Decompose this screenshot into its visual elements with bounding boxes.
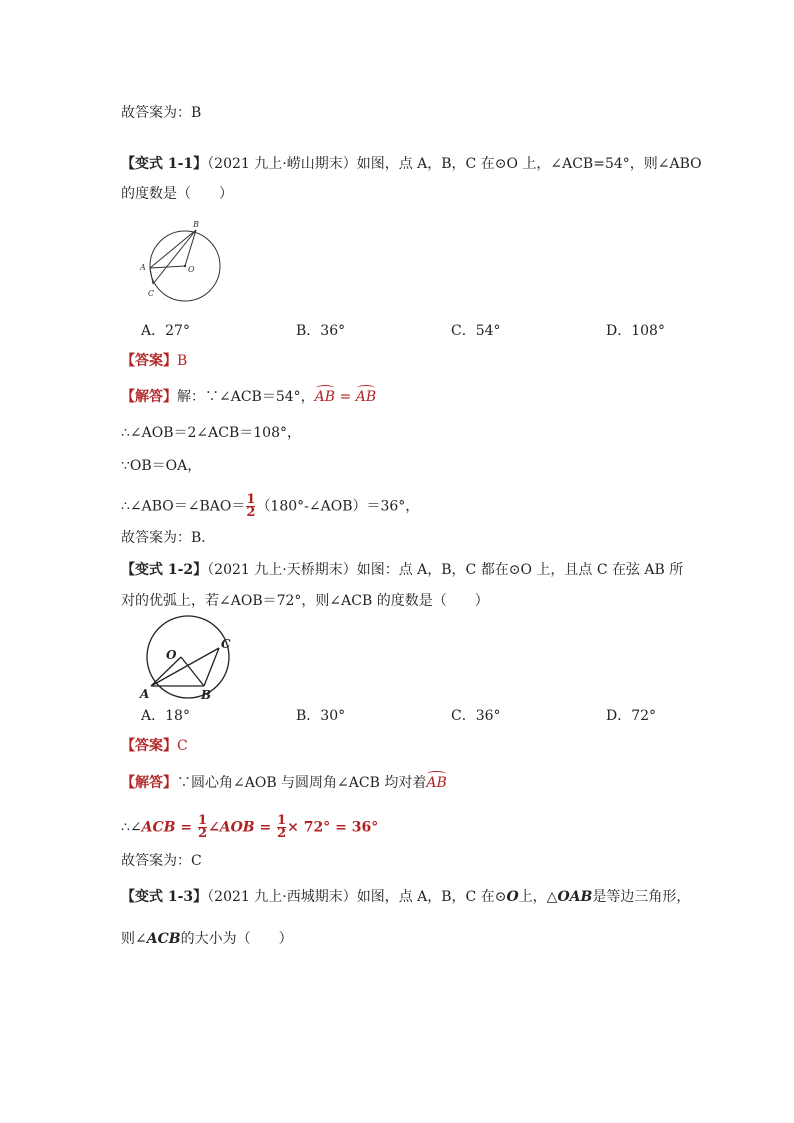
v2-option-b: B．30° [296,708,346,724]
v2-label-b: B [201,688,212,702]
v1-solution-line1: 【解答】解：∵∠ACB＝54°，AB = AB [121,389,377,405]
v3-source: （2021 九上·西城期末） [207,889,357,905]
v1-conclusion: 故答案为：B． [121,530,216,546]
v1-label-a: A [140,263,146,272]
v2-question-line1 [121,561,683,579]
v1-label-b: B [193,220,199,229]
v1-question-text: 如图，点 A，B，C 在⊙O 上，∠ACB=54°，则∠ABO [356,156,702,172]
v2-circle-figure [133,612,243,704]
v1-chord-ca [150,268,153,284]
v1-solution-line3: ∵OB＝OA， [121,458,202,474]
v1-question-line2: 的度数是（ ） [121,186,233,202]
v1-option-b: B．36° [296,323,346,339]
v2-question-line2: 对的优弧上，若∠AOB＝72°，则∠ACB 的度数是（ ） [121,593,489,609]
v2-chord-bc [204,648,219,686]
v1-option-c: C．54° [451,323,501,339]
v2-option-d: D．72° [606,708,657,724]
v1-option-d: D．108° [606,323,665,339]
v1-option-a: A．27° [141,323,190,339]
v2-chord-ac [151,648,219,686]
v1-circle-figure [135,218,230,304]
v1-chord-ab [150,230,196,268]
v2-conclusion: 故答案为：C [121,853,202,869]
v3-question-line1: 【变式 1-3】（2021 九上·西城期末）如图，点 A，B，C 在⊙O上，△OAB是等边三角形， [121,889,691,905]
v2-solution-line1: 【解答】∵圆心角∠AOB 与圆周角∠ACB 均对着AB [121,775,447,791]
v1-radius-ob [185,230,196,266]
v2-fraction-half-1: $\frac{1}{2}$ [197,813,208,841]
v2-label-c: C [221,637,231,651]
v1-answer-tag: 【答案】 [121,353,177,369]
v1-label-o: O [188,265,195,274]
v1-fraction-half: $\frac{1}{2}$ [246,492,256,520]
v2-source: （2021 九上·天桥期末） [207,562,357,578]
v2-tag: 【变式 1-2】 [121,562,208,578]
v2-answer-tag: 【答案】 [121,738,177,754]
v1-source: （2021 九上·崂山期末） [207,156,357,172]
v1-label-c: C [148,289,155,298]
v2-option-c: C．36° [451,708,501,724]
top-conclusion: 故答案为：B [121,105,202,121]
v1-chord-bc [153,230,196,284]
v2-label-o: O [166,648,177,662]
v1-answer [121,352,187,370]
v3-question-line2: 则∠ACB的大小为（ ） [121,931,293,947]
v2-question-text: 如图：点 A，B，C 都在⊙O 上，且点 C 在弦 AB 所 [356,562,684,578]
v1-tag: 【变式 1-1】 [121,156,208,172]
v2-answer [121,737,188,755]
v1-solution-line2: ∴∠AOB＝2∠ACB＝108°， [121,425,301,441]
v1-question-line1 [121,155,702,173]
v2-solution-line2: ∴∠ACB = $\frac{1}{2}$ ∠AOB = $\frac{1}{2}$ × 72° = 36° [121,813,379,841]
v1-solution-tag: 【解答】 [121,389,177,405]
v2-answer-value: C [177,738,188,754]
v3-tag: 【变式 1-3】 [121,889,208,905]
v1-solution-line4: ∴∠ABO＝∠BAO＝ $\frac{1}{2}$ （180°-∠AOB）＝36°， [121,492,420,520]
v2-solution-tag: 【解答】 [121,775,177,791]
v1-answer-value: B [177,353,188,369]
v1-arc-ab-1: AB [314,389,336,405]
v2-option-a: A．18° [141,708,190,724]
v1-arc-ab-2: AB [355,389,377,405]
v2-fraction-half-2: $\frac{1}{2}$ [277,813,287,841]
v2-radius-ob [181,657,204,686]
v2-label-a: A [140,687,150,701]
v1-center-dot [184,265,186,267]
v2-arc-ab: AB [426,775,447,791]
